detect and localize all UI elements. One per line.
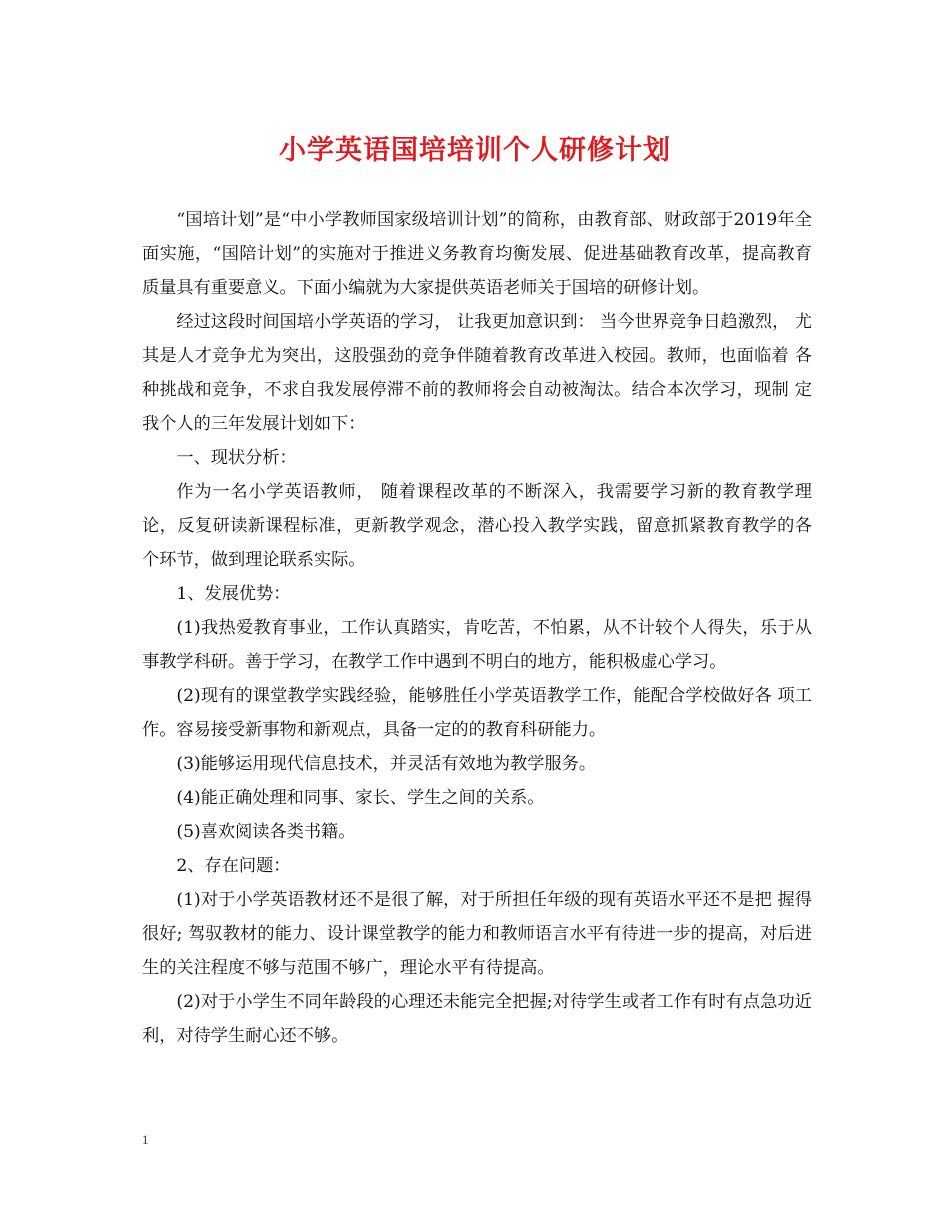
paragraph-reflection: 经过这段时间国培小学英语的学习， 让我更加意识到： 当今世界竞争日趋激烈， 尤其是人才竞争尤为突出，这股强劲的竞争伴随着教育改革进入校园。教师，也面临着 各种挑战和竞争，不求自我发展停滞不前的教师将会自动被淘汰。结合本次学习，现制 定我个人的三年发展计划如下： [142,312,812,434]
list-item-problem-1: (1)对于小学英语教材还不是很了解，对于所担任年级的现有英语水平还不是把 握得很好; 驾驭教材的能力、设计课堂教学的能力和教师语言水平有待进一步的提高，对后进 生的关注程度不够与范围不够广，理论水平有待提高。 [142,890,812,978]
paragraph-status-analysis: 作为一名小学英语教师， 随着课程改革的不断深入，我需要学习新的教育教学理 论，反复研读新课程标准，更新教学观念，潜心投入教学实践，留意抓紧教育教学的各 个环节，做到理论联系实际。 [142,482,812,570]
paragraph-intro: “国培计划”是“中小学教师国家级培训计划”的简称，由教育部、财政部于2019年全面实施，“国陪计划”的实施对于推进义务教育均衡发展、促进基础教育改革，提高教育质量具有重要意义。下面小编就为大家提供英语老师关于国培的研修计划。 [142,210,812,298]
list-item-strength-5: (5)喜欢阅读各类书籍。 [176,822,356,842]
subsection-heading-strengths: 1、发展优势： [176,584,291,604]
list-item-strength-3: (3)能够运用现代信息技术，并灵活有效地为教学服务。 [176,754,597,774]
page-number: 1 [142,1132,149,1147]
list-item-problem-2: (2)对于小学生不同年龄段的心理还未能完全把握;对待学生或者工作有时有点急功近利，对待学生耐心还不够。 [142,992,812,1046]
list-item-strength-1: (1)我热爱教育事业，工作认真踏实，肯吃苦，不怕累，从不计较个人得失，乐于从事教学科研。善于学习，在教学工作中遇到不明白的地方，能积极虚心学习。 [142,618,812,672]
list-item-strength-2: (2)现有的课堂教学实践经验，能够胜任小学英语教学工作，能配合学校做好各 项工作。容易接受新事物和新观点，具备一定的的教育科研能力。 [142,686,812,740]
document-body [142,203,812,1053]
document-title: 小学英语国培培训个人研修计划 [279,135,671,166]
subsection-heading-problems: 2、存在问题： [176,856,291,876]
list-item-strength-4: (4)能正确处理和同事、家长、学生之间的关系。 [176,788,545,808]
section-heading-status-analysis: 一、现状分析： [176,448,297,468]
